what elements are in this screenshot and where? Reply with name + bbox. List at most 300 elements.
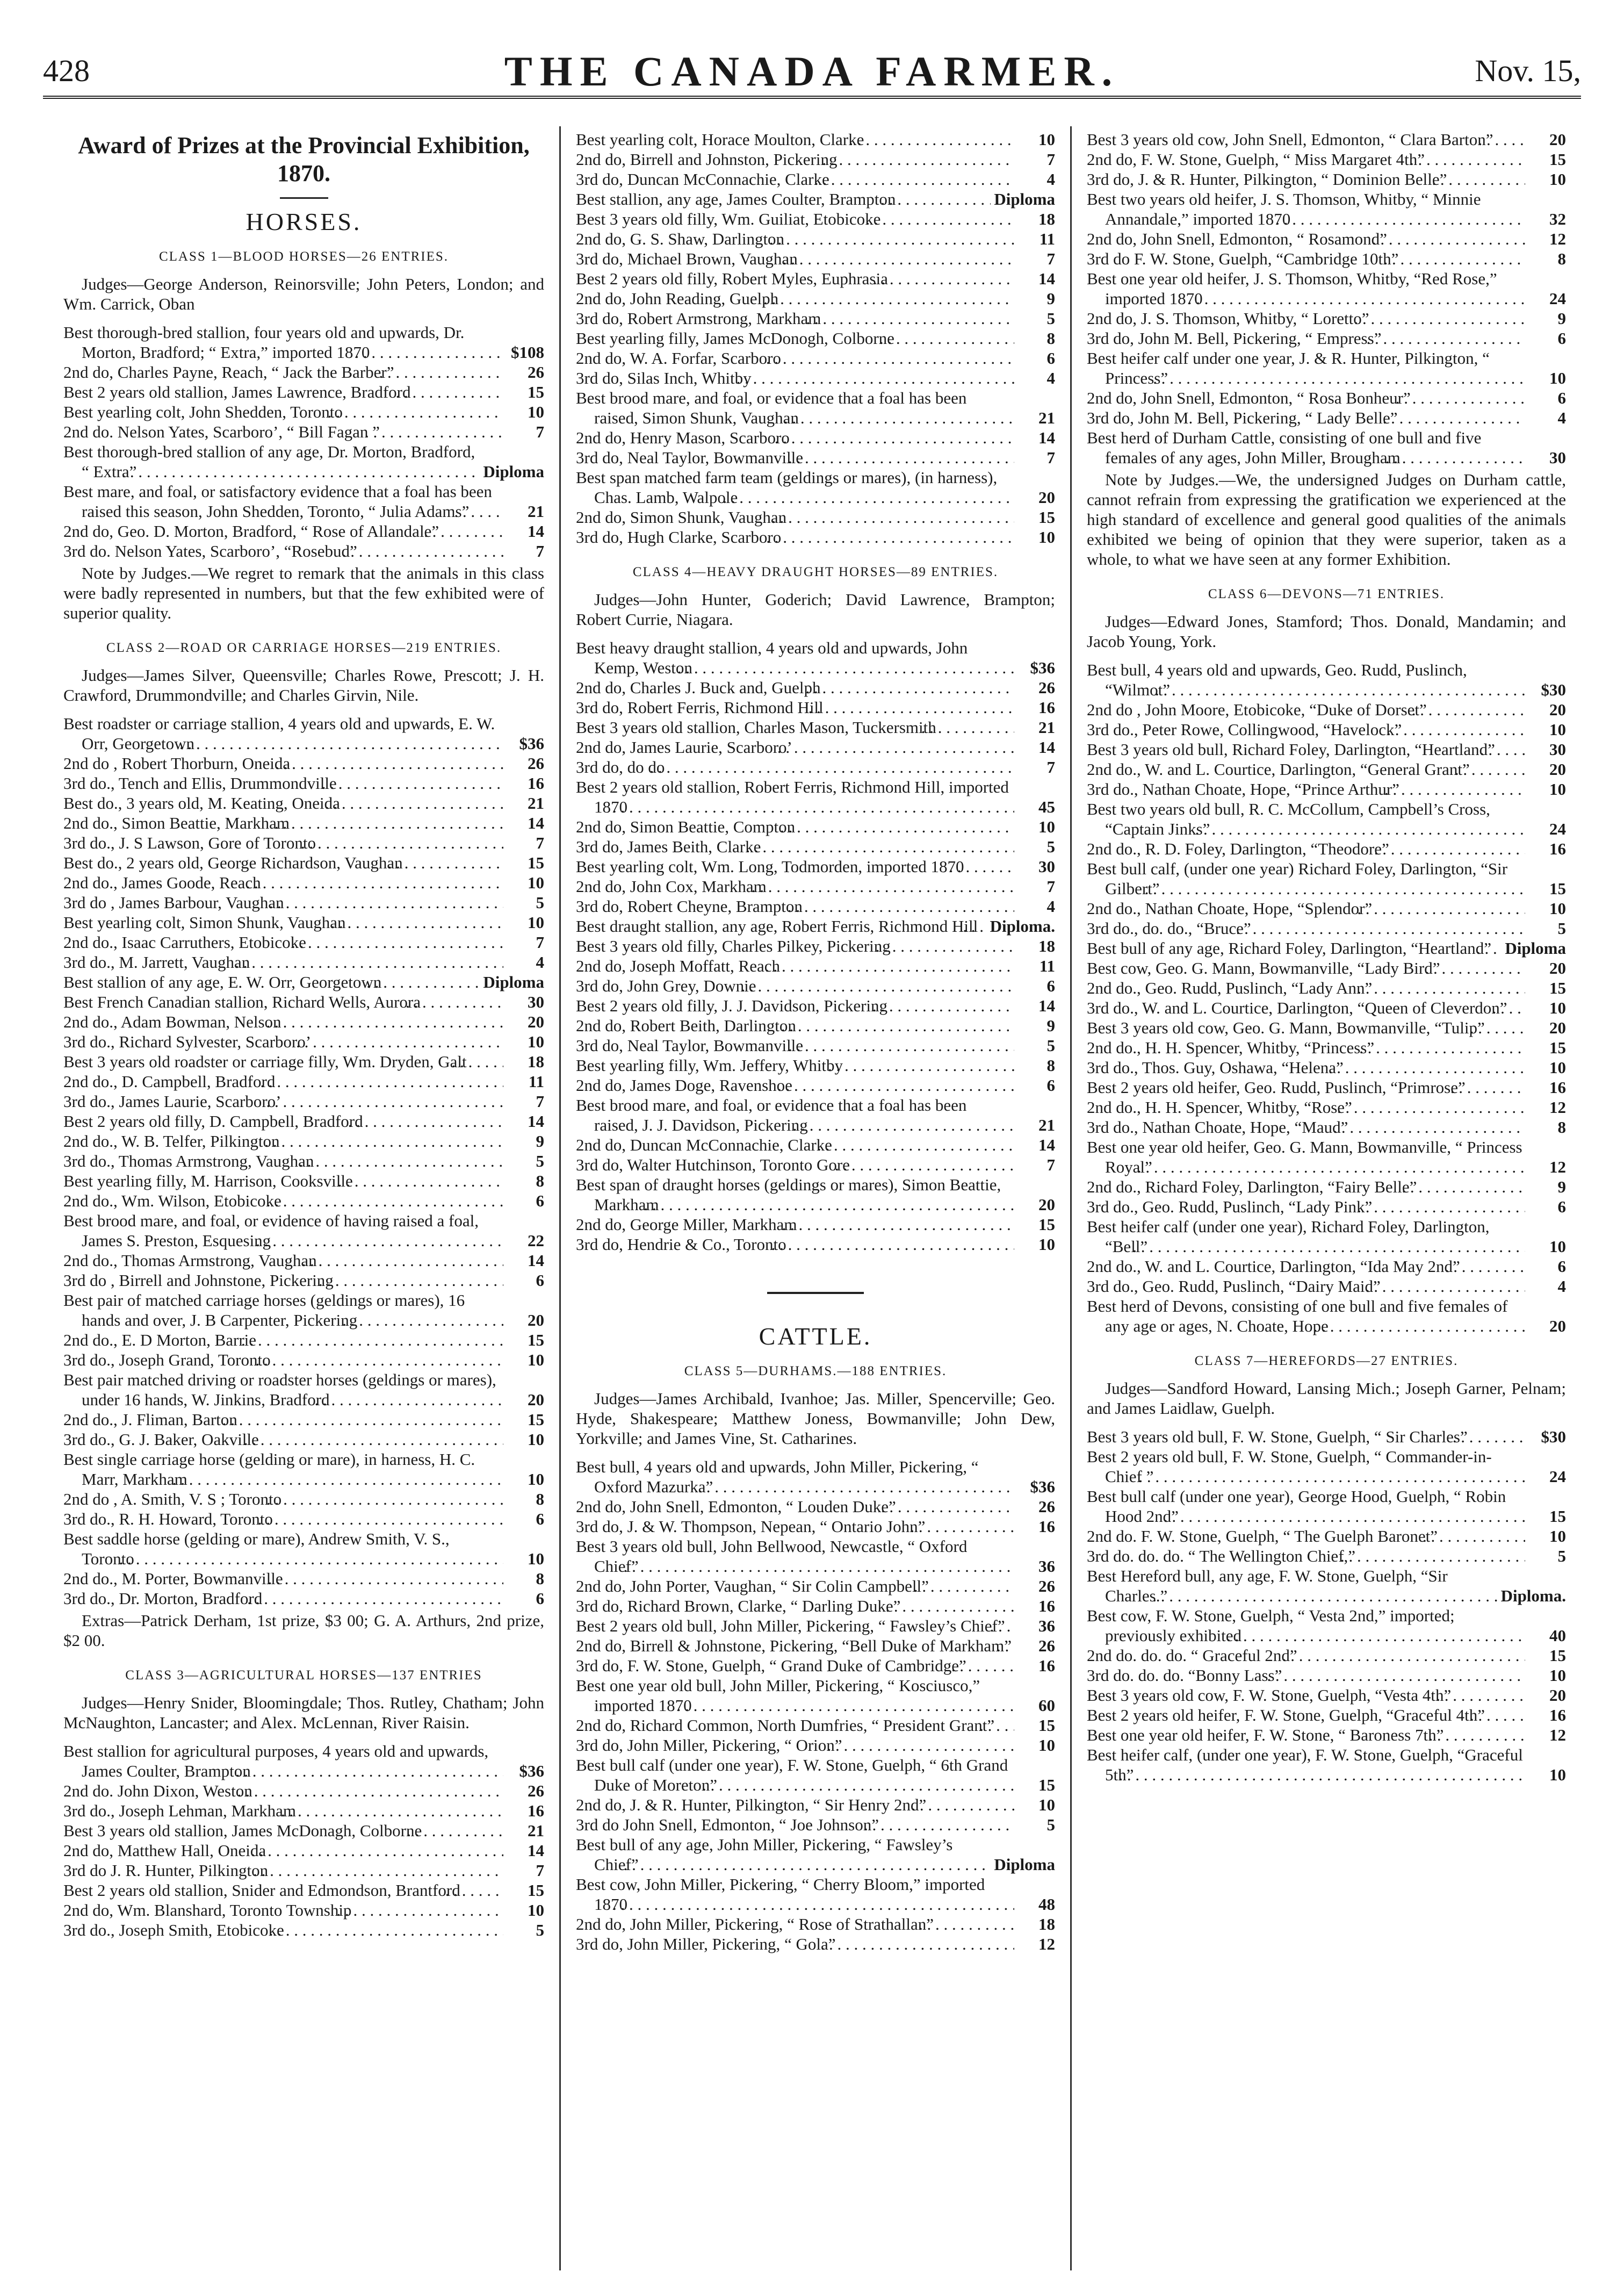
entry-prize: 15 (1549, 1646, 1566, 1665)
entry-prize: 11 (1039, 229, 1055, 248)
entry-prize: 16 (1038, 1517, 1055, 1536)
entry-description: Best heifer calf (under one year), Richard Foley, Darlington, “Bell” . . . (1087, 1217, 1525, 1256)
prize-entry (1087, 169, 1566, 189)
entry-prize: 6 (1557, 1257, 1566, 1276)
entry-prize: 6 (1557, 1197, 1566, 1216)
prize-entry (576, 857, 1055, 876)
entry-description: Best bull calf, (under one year) Richard Foley, Darlington, “Sir Gilbert” . . . (1087, 859, 1525, 898)
entry-prize: 10 (1038, 1736, 1055, 1755)
note-paragraph: Judges—John Hunter, Goderich; David Lawrence, Brampton; Robert Currie, Niagara. (576, 590, 1055, 629)
prize-entry (576, 130, 1055, 149)
prize-entry (576, 308, 1055, 328)
note-paragraph: Judges—Edward Jones, Stamford; Thos. Donald, Mandamin; and Jacob Young, York. (1087, 612, 1566, 651)
entry-description: 3rd do., Dr. Morton, Bradford . . . (63, 1588, 503, 1608)
prize-entry (576, 1835, 1055, 1874)
prize-entry (63, 1131, 544, 1151)
entry-prize: 30 (1549, 740, 1566, 759)
prize-entry (576, 1656, 1055, 1676)
entry-description: Best one year old heifer, Geo. G. Mann, Bowmanville, “ Princess Royal” . . . (1087, 1137, 1525, 1177)
entry-prize: 6 (1557, 329, 1566, 348)
prize-entry (63, 1529, 544, 1569)
entry-prize: 9 (1557, 309, 1566, 328)
entry-description: 3rd do F. W. Stone, Guelph, “Cambridge 10th” . . . (1087, 249, 1525, 269)
prize-entry (576, 1616, 1055, 1636)
prize-entry (576, 1095, 1055, 1135)
prize-entry (1087, 1725, 1566, 1745)
entry-prize: $30 (1541, 680, 1566, 699)
prize-entry (576, 229, 1055, 249)
entry-prize: 21 (528, 794, 544, 813)
entry-prize: 14 (1038, 996, 1055, 1015)
column-3 (1070, 126, 1581, 2270)
prize-entry (63, 912, 544, 932)
entry-prize: 10 (1549, 899, 1566, 918)
prize-entry (63, 382, 544, 402)
entry-prize: Diploma (483, 462, 544, 481)
entry-description: Best 2 years old bull, F. W. Stone, Guelph, “ Commander-in-Chief ” . . . (1087, 1447, 1525, 1486)
entry-prize: 9 (1046, 289, 1055, 308)
entry-prize: 15 (528, 1881, 544, 1900)
entry-prize: 20 (528, 1311, 544, 1329)
entry-description: Best 3 years old stallion, Charles Mason, Tuckersmith . . . (576, 717, 1014, 737)
entry-prize: 10 (528, 1901, 544, 1920)
entry-prize: 26 (1038, 1497, 1055, 1516)
prize-entry (576, 956, 1055, 976)
prize-entry (576, 448, 1055, 468)
entry-prize: 26 (528, 754, 544, 773)
prize-entry (63, 1920, 544, 1940)
prize-entry (1087, 1665, 1566, 1685)
entry-prize: 5 (1557, 1547, 1566, 1565)
entry-prize: 15 (1038, 1215, 1055, 1234)
prize-entry (1087, 1745, 1566, 1785)
prize-entry (576, 1874, 1055, 1914)
entry-prize: 5 (536, 1921, 544, 1939)
note-paragraph: Extras—Patrick Derham, 1st prize, $3 00; G. A. Arthurs, 2nd prize, $2 00. (63, 1611, 544, 1650)
prize-entry (576, 837, 1055, 857)
entry-prize: 4 (1046, 897, 1055, 916)
entry-prize: 10 (1038, 1795, 1055, 1814)
entry-prize: 60 (1038, 1696, 1055, 1715)
entry-prize: 14 (528, 1841, 544, 1860)
entry-prize: 15 (528, 1331, 544, 1349)
prize-list (1087, 130, 1566, 468)
entry-description: 3rd do, Richard Brown, Clarke, “ Darling Duke” . . . (576, 1596, 1014, 1616)
note-paragraph: Judges—George Anderson, Reinorsville; John Peters, London; and Wm. Carrick, Oban (63, 275, 544, 313)
prize-entry (1087, 998, 1566, 1018)
entry-description: 3rd do., R. H. Howard, Toronto . . . (63, 1509, 503, 1529)
entry-description: 2nd do., Isaac Carruthers, Etobicoke . . . (63, 932, 503, 952)
prize-entry (63, 753, 544, 773)
prize-entry (576, 717, 1055, 737)
entry-description: Best roadster or carriage stallion, 4 years old and upwards, E. W. Orr, Georgetown . . . (63, 714, 503, 753)
prize-entry (63, 1151, 544, 1171)
entry-prize: 36 (1038, 1616, 1055, 1635)
prize-list (63, 1741, 544, 1940)
entry-prize: 7 (536, 542, 544, 560)
prize-entry (63, 972, 544, 992)
entry-description: Best 3 years old cow, Geo. G. Mann, Bowmanville, “Tulip” . . . (1087, 1018, 1525, 1038)
prize-entry (63, 1072, 544, 1091)
prize-entry (576, 936, 1055, 956)
prize-list (576, 638, 1055, 1254)
entry-prize: 24 (1549, 1467, 1566, 1486)
entry-prize: 18 (528, 1052, 544, 1071)
prize-entry (1087, 229, 1566, 249)
entry-prize: 5 (1557, 919, 1566, 938)
entry-description: 2nd do., Richard Foley, Darlington, “Fairy Belle” . . . (1087, 1177, 1525, 1197)
entry-prize: 10 (1038, 130, 1055, 149)
entry-description: 2nd do, George Miller, Markham . . . (576, 1214, 1014, 1234)
entry-description: Best cow, Geo. G. Mann, Bowmanville, “Lady Bird” . . . (1087, 958, 1525, 978)
entry-description: 3rd do., Geo. Rudd, Puslinch, “Dairy Maid” . . . (1087, 1276, 1525, 1296)
entry-prize: 14 (528, 1112, 544, 1131)
prize-entry (63, 521, 544, 541)
entry-description: Best herd of Durham Cattle, consisting of one bull and five females of any ages, John Miller, Brougham . . . (1087, 428, 1525, 468)
prize-entry (576, 1755, 1055, 1795)
prize-entry (576, 996, 1055, 1016)
entry-prize: 6 (1046, 1076, 1055, 1095)
entry-prize: 14 (1038, 1135, 1055, 1154)
prize-entry (576, 368, 1055, 388)
entry-description: Best thorough-bred stallion, four years old and upwards, Dr. Morton, Bradford; “ Extra,” imported 1870 . . . (63, 322, 503, 362)
entry-prize: 7 (1046, 150, 1055, 169)
entry-prize: 30 (528, 993, 544, 1011)
entry-description: Best 3 years old cow, F. W. Stone, Guelph, “Vesta 4th” . . . (1087, 1685, 1525, 1705)
entry-description: Best 2 years old stallion, Snider and Edmondson, Brantford . . . (63, 1880, 503, 1900)
entry-description: 3rd do, do do . . . (576, 757, 1014, 777)
prize-entry (576, 896, 1055, 916)
prize-entry (576, 757, 1055, 777)
entry-prize: 10 (528, 873, 544, 892)
entry-prize: 15 (1038, 1776, 1055, 1794)
entry-prize: 15 (1549, 979, 1566, 997)
prize-entry (576, 1536, 1055, 1576)
prize-entry (576, 1036, 1055, 1055)
prize-entry (63, 1111, 544, 1131)
entry-description: 2nd do, John Snell, Edmonton, “ Rosa Bonheur” . . . (1087, 388, 1525, 408)
entry-prize: 12 (1549, 229, 1566, 248)
entry-prize: 15 (528, 1410, 544, 1429)
entry-description: Best cow, John Miller, Pickering, “ Cherry Bloom,” imported 1870 . . . (576, 1874, 1014, 1914)
entry-prize: 10 (1549, 720, 1566, 739)
entry-prize: 5 (1046, 309, 1055, 328)
entry-description: 3rd do., Nathan Choate, Hope, “Prince Arthur” . . . (1087, 779, 1525, 799)
prize-entry (1087, 189, 1566, 229)
prize-entry (576, 698, 1055, 717)
entry-prize: 45 (1038, 797, 1055, 816)
entry-prize: 6 (536, 1510, 544, 1528)
entry-prize: 14 (528, 522, 544, 541)
prize-entry (576, 1914, 1055, 1934)
entry-description: Best do., 2 years old, George Richardson, Vaughan . . . (63, 853, 503, 873)
entry-description: Best 2 years old filly, J. J. Davidson, Pickering . . . (576, 996, 1014, 1016)
prize-entry (63, 322, 544, 362)
prize-entry (63, 1569, 544, 1588)
entry-prize: 10 (1038, 1235, 1055, 1254)
entry-description: Best 3 years old bull, John Bellwood, Newcastle, “ Oxford Chief” . . . (576, 1536, 1014, 1576)
entry-description: 2nd do., Geo. Rudd, Puslinch, “Lady Ann” . . . (1087, 978, 1525, 998)
entry-prize: 7 (536, 1861, 544, 1880)
entry-description: Best yearling filly, Wm. Jeffery, Whitby . . . (576, 1055, 1014, 1075)
entry-description: 2nd do., Thomas Armstrong, Vaughan . . . (63, 1250, 503, 1270)
prize-entry (576, 468, 1055, 507)
entry-description: Best 3 years old filly, Wm. Guiliat, Etobicoke . . . (576, 209, 1014, 229)
prize-entry (1087, 839, 1566, 859)
entry-prize: 10 (1549, 998, 1566, 1017)
prize-entry (576, 1596, 1055, 1616)
entry-description: 2nd do., James Goode, Reach . . . (63, 873, 503, 893)
entry-description: 3rd do., Joseph Lehman, Markham . . . (63, 1801, 503, 1821)
entry-description: 3rd do, John Miller, Pickering, “ Orion” . . . (576, 1735, 1014, 1755)
entry-prize: 15 (1549, 1038, 1566, 1057)
entry-description: Best yearling filly, James McDonogh, Colborne . . . (576, 328, 1014, 348)
entry-description: Best yearling filly, M. Harrison, Cooksville . . . (63, 1171, 503, 1191)
entry-description: 2nd do, John Porter, Vaughan, “ Sir Colin Campbell” . . . (576, 1576, 1014, 1596)
prize-entry (1087, 1566, 1566, 1606)
entry-description: 2nd do., Adam Bowman, Nelson . . . (63, 1012, 503, 1032)
prize-entry (63, 1370, 544, 1410)
entry-prize: 16 (1038, 1597, 1055, 1615)
prize-entry (63, 1801, 544, 1821)
prize-entry (63, 1350, 544, 1370)
entry-prize: 36 (1038, 1557, 1055, 1576)
prize-entry (1087, 388, 1566, 408)
entry-description: 2nd do, J. S. Thomson, Whitby, “ Loretto” . . . (1087, 308, 1525, 328)
entry-prize: 12 (1038, 1935, 1055, 1953)
prize-entry (63, 1012, 544, 1032)
entry-description: 2nd do, Henry Mason, Scarboro . . . (576, 428, 1014, 448)
entry-description: Best Hereford bull, any age, F. W. Stone, Guelph, “Sir Charles.” . . . (1087, 1566, 1498, 1606)
entry-description: 2nd do, J. & R. Hunter, Pilkington, “ Sir Henry 2nd” . . . (576, 1795, 1014, 1815)
prize-entry (576, 1457, 1055, 1497)
prize-entry (63, 481, 544, 521)
entry-description: 2nd do., J. Fliman, Barton . . . (63, 1410, 503, 1429)
entry-prize: 21 (1038, 718, 1055, 737)
entry-prize: 48 (1038, 1895, 1055, 1914)
article-title: Award of Prizes at the Provincial Exhibition, 1870. (78, 132, 530, 186)
prize-entry (63, 1250, 544, 1270)
entry-description: 2nd do, Birrell and Johnston, Pickering . . . (576, 149, 1014, 169)
entry-prize: 10 (1549, 170, 1566, 189)
note-paragraph: Judges—James Archibald, Ivanhoe; Jas. Miller, Spencerville; Geo. Hyde, Shakespeare; Matthew Joness, Bowmanville; John Dew, Yorkville; and James Vine, St. Catharines. (576, 1389, 1055, 1448)
entry-description: 3rd do., Joseph Smith, Etobicoke . . . (63, 1920, 503, 1940)
prize-entry (1087, 720, 1566, 739)
prize-entry (63, 442, 544, 481)
entry-description: 2nd do, John Miller, Pickering, “ Rose of Strathallan” . . . (576, 1914, 1014, 1934)
prize-entry (63, 992, 544, 1012)
note-paragraph: Note by Judges.—We regret to remark that the animals in this class were badly represented in numbers, but that the few exhibited were of superior quality. (63, 564, 544, 622)
entry-prize: 15 (1549, 1507, 1566, 1526)
entry-description: 2nd do, Wm. Blanshard, Toronto Township . . . (63, 1900, 503, 1920)
entry-description: 3rd do., Thos. Guy, Oshawa, “Helena” . . . (1087, 1058, 1525, 1077)
prize-entry (1087, 130, 1566, 149)
entry-description: Best 2 years old heifer, F. W. Stone, Guelph, “Graceful 4th” . . . (1087, 1705, 1525, 1725)
entry-description: Best bull calf (under one year), F. W. Stone, Guelph, “ 6th Grand Duke of Moreton” . . . (576, 1755, 1014, 1795)
entry-description: 3rd do, Robert Ferris, Richmond Hill . . . (576, 698, 1014, 717)
prize-entry (1087, 918, 1566, 938)
entry-prize: 20 (528, 1390, 544, 1409)
entry-prize: $30 (1541, 1427, 1566, 1446)
prize-entry (576, 1075, 1055, 1095)
prize-entry (63, 1171, 544, 1191)
entry-prize: 10 (1038, 817, 1055, 836)
prize-entry (576, 678, 1055, 698)
entry-description: 3rd do., J. S Lawson, Gore of Toronto . . . (63, 833, 503, 853)
entry-description: Best stallion of any age, E. W. Orr, Georgetown . . . (63, 972, 480, 992)
entry-prize: 8 (536, 1490, 544, 1508)
prize-entry (1087, 1606, 1566, 1645)
entry-description: 2nd do, Robert Beith, Darlington . . . (576, 1016, 1014, 1036)
note-paragraph: Judges—Henry Snider, Bloomingdale; Thos. Rutley, Chatham; John McNaughton, Lancaster; and Alex. McLennan, River Raisin. (63, 1693, 544, 1732)
entry-description: 3rd do, Neal Taylor, Bowmanville . . . (576, 448, 1014, 468)
entry-prize: 6 (536, 1589, 544, 1608)
entry-description: 3rd do., Nathan Choate, Hope, “Maud” . . . (1087, 1117, 1525, 1137)
entry-prize: 10 (528, 1350, 544, 1369)
prize-entry (576, 1795, 1055, 1815)
entry-description: 2nd do, W. A. Forfar, Scarboro . . . (576, 348, 1014, 368)
entry-prize: 7 (1046, 758, 1055, 777)
entry-description: 2nd do, Duncan McConnachie, Clarke . . . (576, 1135, 1014, 1155)
entry-description: 3rd do., M. Jarrett, Vaughan . . . (63, 952, 503, 972)
entry-prize: 11 (528, 1072, 544, 1091)
entry-description: 2nd do., W. and L. Courtice, Darlington, “Ida May 2nd” . . . (1087, 1256, 1525, 1276)
prize-entry (576, 428, 1055, 448)
entry-prize: $36 (519, 734, 544, 753)
entry-description: 2nd do, Birrell & Johnstone, Pickering, “Bell Duke of Markham” . . . (576, 1636, 1014, 1656)
issue-date: Nov. 15, (1475, 53, 1581, 88)
prize-entry (576, 328, 1055, 348)
prize-entry (1087, 149, 1566, 169)
entry-prize: 10 (528, 402, 544, 421)
note-paragraph: Judges—James Silver, Queensville; Charles Rowe, Prescott; J. H. Crawford, Drummondville; and Charles Girvin, Nile. (63, 666, 544, 705)
entry-prize: 30 (1549, 448, 1566, 467)
entry-prize: 6 (1046, 349, 1055, 368)
prize-entry (1087, 249, 1566, 269)
entry-prize: 30 (1038, 857, 1055, 876)
prize-entry (576, 1175, 1055, 1214)
prize-entry (63, 1509, 544, 1529)
entry-prize: 8 (1046, 1056, 1055, 1075)
entry-description: Best French Canadian stallion, Richard Wells, Aurora . . . (63, 992, 503, 1012)
prize-entry (1087, 759, 1566, 779)
entry-prize: 5 (536, 1152, 544, 1170)
class-heading: CLASS 4—HEAVY DRAUGHT HORSES—89 ENTRIES. (632, 565, 999, 579)
entry-description: Best heifer calf under one year, J. & R. Hunter, Pilkington, “ Princess” . . . (1087, 348, 1525, 388)
entry-description: Best yearling colt, Horace Moulton, Clarke . . . (576, 130, 1014, 149)
entry-prize: 26 (528, 1781, 544, 1800)
prize-entry (576, 1214, 1055, 1234)
entry-prize: 7 (536, 833, 544, 852)
entry-description: 2nd do. F. W. Stone, Guelph, “ The Guelph Baronet” . . . (1087, 1526, 1525, 1546)
entry-description: 3rd do, John M. Bell, Pickering, “ Lady Belle” . . . (1087, 408, 1525, 428)
entry-description: 2nd do. do. do. “ Graceful 2nd” . . . (1087, 1645, 1525, 1665)
section-divider (767, 1292, 864, 1294)
masthead: THE CANADA FARMER. (504, 48, 1120, 95)
prize-list (1087, 660, 1566, 1336)
entry-prize: $36 (519, 1762, 544, 1780)
prize-entry (1087, 1705, 1566, 1725)
entry-prize: 15 (528, 853, 544, 872)
entry-prize: 4 (1046, 369, 1055, 387)
entry-prize: 16 (1549, 1706, 1566, 1724)
prize-entry (576, 149, 1055, 169)
prize-entry (63, 402, 544, 422)
note-paragraph: Note by Judges.—We, the undersigned Judges on Durham cattle, cannot refrain from expressing the gratification we experienced at the high standard of excellence and general good qualities of the animals exhibited we being of opinion that they were superior, taken as a whole, to what we have seen at any former Exhibition. (1087, 470, 1566, 569)
class-heading: CLASS 5—DURHAMS.—188 ENTRIES. (684, 1364, 947, 1378)
prize-entry (63, 952, 544, 972)
entry-description: 3rd do., Tench and Ellis, Drummondville . . . (63, 773, 503, 793)
entry-description: Best bull, 4 years old and upwards, John Miller, Pickering, “ Oxford Mazurka” . . . (576, 1457, 1014, 1497)
prize-entry (1087, 1486, 1566, 1526)
note-paragraph: Judges—Sandford Howard, Lansing Mich.; Joseph Garner, Pelnam; and James Laidlaw, Guelph. (1087, 1379, 1566, 1418)
entry-prize: Diploma. (1500, 1586, 1566, 1605)
entry-description: 3rd do, John Grey, Downie . . . (576, 976, 1014, 996)
entry-description: Best yearling colt, John Shedden, Toronto . . . (63, 402, 503, 422)
entry-description: Best bull calf (under one year), George Hood, Guelph, “ Robin Hood 2nd” . . . (1087, 1486, 1525, 1526)
entry-description: 2nd do, Charles J. Buck and, Guelph . . . (576, 678, 1014, 698)
prize-entry (1087, 1296, 1566, 1336)
prize-entry (63, 362, 544, 382)
prize-entry (576, 388, 1055, 428)
prize-entry (1087, 1038, 1566, 1058)
prize-entry (63, 1410, 544, 1429)
entry-description: Best brood mare, and foal, or evidence of having raised a foal, James S. Preston, Esquesing . . . (63, 1211, 503, 1250)
prize-entry (1087, 1256, 1566, 1276)
entry-description: 3rd do. do. do. “Bonny Lass” . . . (1087, 1665, 1525, 1685)
entry-prize: 16 (1549, 839, 1566, 858)
prize-entry (63, 714, 544, 753)
prize-list (1087, 1427, 1566, 1785)
entry-description: 3rd do, Hugh Clarke, Scarboro . . . (576, 527, 1014, 547)
entry-description: Best herd of Devons, consisting of one bull and five females of any age or ages, N. Choate, Hope . . . (1087, 1296, 1525, 1336)
entry-description: Best bull of any age, Richard Foley, Darlington, “Heartland” . . . (1087, 938, 1502, 958)
prize-entry (1087, 408, 1566, 428)
prize-entry (576, 817, 1055, 837)
entry-prize: 16 (528, 774, 544, 793)
entry-description: Best bull of any age, John Miller, Pickering, “ Fawsley’s Chief” . . . (576, 1835, 991, 1874)
entry-description: 2nd do., W. and L. Courtice, Darlington, “General Grant” . . . (1087, 759, 1525, 779)
entry-prize: 7 (536, 1092, 544, 1111)
entry-description: Best 3 years old roadster or carriage filly, Wm. Dryden, Galt . . . (63, 1052, 503, 1072)
entry-description: 2nd do, James Doge, Ravenshoe . . . (576, 1075, 1014, 1095)
entry-description: 3rd do, Silas Inch, Whitby . . . (576, 368, 1014, 388)
prize-entry (576, 1135, 1055, 1155)
prize-entry (576, 169, 1055, 189)
entry-prize: 6 (536, 1271, 544, 1290)
entry-description: 2nd do., Nathan Choate, Hope, “Splendor” . . . (1087, 898, 1525, 918)
prize-entry (1087, 1276, 1566, 1296)
prize-entry (576, 1815, 1055, 1835)
entry-description: 2nd do , John Moore, Etobicoke, “Duke of Dorset” . . . (1087, 700, 1525, 720)
entry-prize: 5 (1046, 1036, 1055, 1055)
entry-description: Best draught stallion, any age, Robert Ferris, Richmond Hill . . . (576, 916, 987, 936)
prize-entry (1087, 1197, 1566, 1217)
running-head (43, 31, 1581, 99)
prize-entry (63, 773, 544, 793)
prize-entry (1087, 799, 1566, 839)
entry-description: Best two years old bull, R. C. McCollum, Campbell’s Cross, “Captain Jinks” . . . (1087, 799, 1525, 839)
prize-entry (576, 876, 1055, 896)
entry-prize: 20 (1549, 130, 1566, 149)
entry-prize: 8 (536, 1569, 544, 1588)
prize-entry (1087, 739, 1566, 759)
entry-description: 3rd do. Nelson Yates, Scarboro’, “Rosebud” . . . (63, 541, 503, 561)
entry-prize: 10 (528, 1549, 544, 1568)
prize-entry (1087, 978, 1566, 998)
prize-entry (576, 1055, 1055, 1075)
entry-prize: 10 (1549, 369, 1566, 387)
